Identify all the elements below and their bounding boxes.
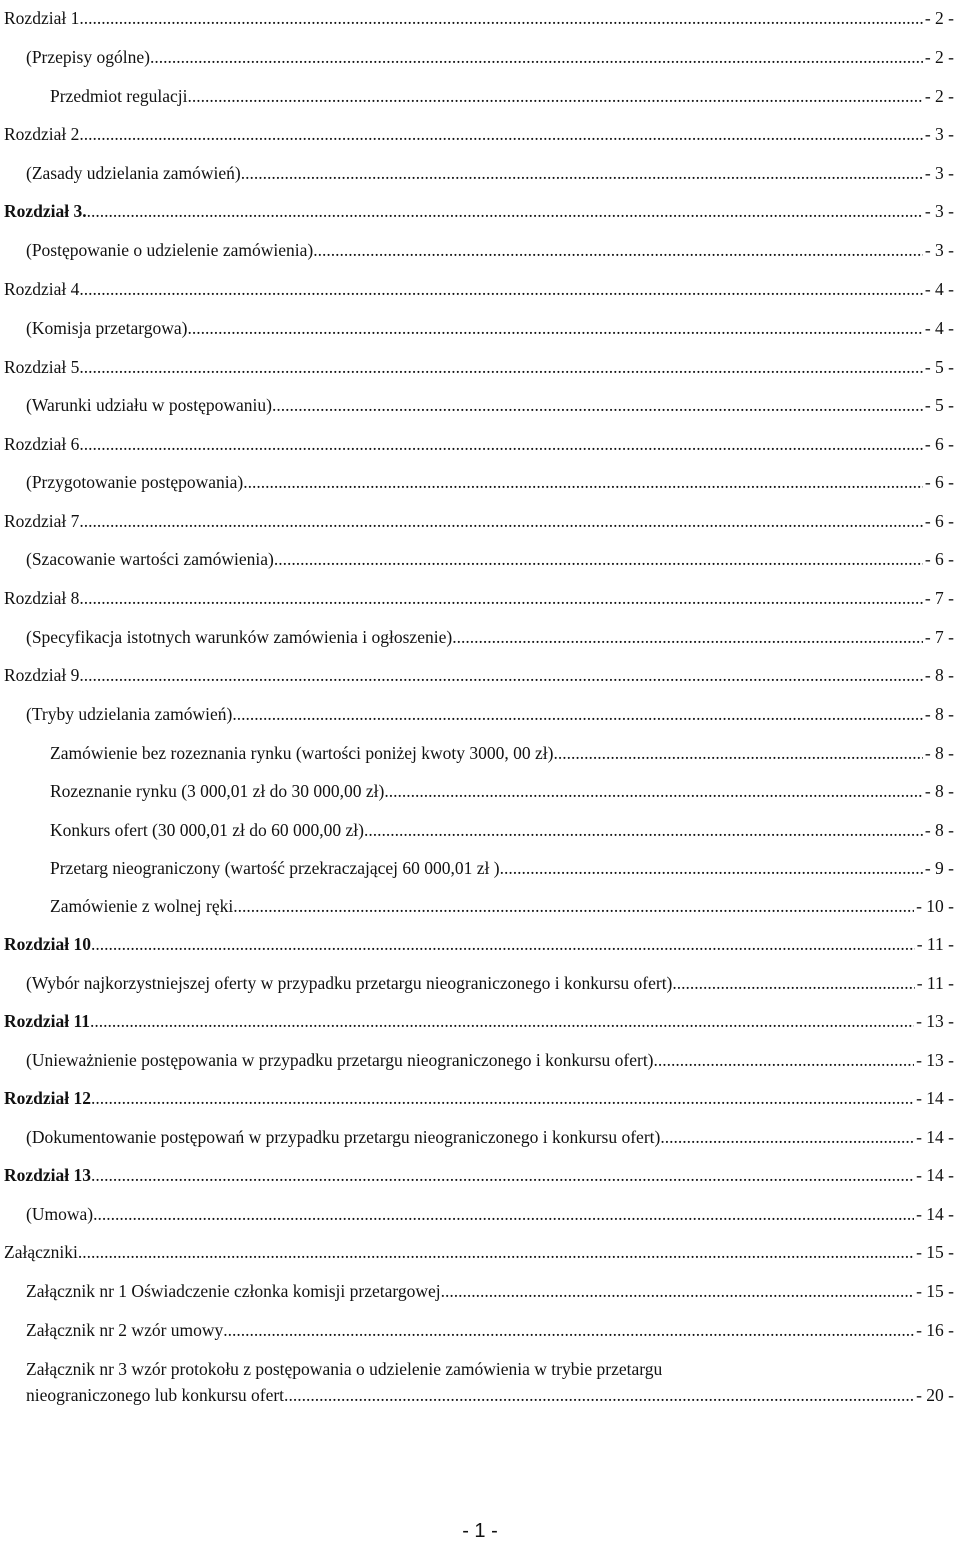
dot-leader (452, 625, 923, 649)
toc-entry-label: Załącznik nr 2 wzór umowy (26, 1320, 224, 1340)
toc-entry[interactable] (0, 1202, 960, 1226)
toc-entry[interactable] (0, 1086, 960, 1110)
toc-entry-label: Rozdział 12 (4, 1088, 92, 1108)
toc-entry-label: Rozdział 10 (4, 934, 92, 954)
toc-entry-label: Rozdział 13 (4, 1165, 92, 1185)
toc-entry[interactable] (0, 6, 960, 30)
toc-entry[interactable] (0, 547, 960, 571)
dot-leader (188, 316, 923, 340)
toc-entry-page: - 11 - (916, 973, 954, 993)
toc-entry-page: - 3 - (924, 163, 954, 183)
toc-entry-page: - 9 - (924, 858, 954, 878)
toc-entry-page: - 13 - (916, 1050, 954, 1070)
toc-entry-label: Załączniki (4, 1242, 78, 1262)
toc-entry[interactable] (0, 277, 960, 301)
toc-entry-page: - 2 - (924, 47, 954, 67)
toc-entry-label: Załącznik nr 3 wzór protokołu z postępowania o udzielenie zamówienia w trybie przetargu (26, 1359, 663, 1379)
toc-entry-page: - 3 - (924, 240, 954, 260)
dot-leader (660, 1125, 914, 1149)
dot-leader (241, 161, 923, 185)
toc-entry-page: - 14 - (916, 1088, 954, 1108)
dot-leader (313, 238, 923, 262)
toc-entry-page: - 14 - (916, 1204, 954, 1224)
dot-leader (84, 277, 923, 301)
toc-entry-label: (Przygotowanie postępowania) (26, 472, 244, 492)
toc-entry[interactable] (0, 818, 960, 842)
toc-entry-page: - 14 - (916, 1165, 954, 1185)
toc-entry[interactable] (0, 238, 960, 262)
toc-entry[interactable] (0, 199, 960, 223)
toc-entry[interactable] (0, 1048, 960, 1072)
toc-entry-label: Rozdział 4. (4, 279, 84, 299)
toc-entry-label: Zamówienie z wolnej ręki (50, 896, 234, 916)
toc-entry-page: - 10 - (916, 896, 954, 916)
toc-entry-label: (Umowa) (26, 1204, 94, 1224)
toc-entry-label: Rozdział 1 (4, 8, 80, 28)
toc-entry[interactable] (0, 741, 960, 765)
toc-entry-label: Rozdział 8. (4, 588, 84, 608)
toc-entry-label: (Warunki udziału w postępowaniu) (26, 395, 272, 415)
toc-entry-page: - 7 - (924, 588, 954, 608)
dot-leader (84, 663, 923, 687)
toc-entry[interactable] (0, 1009, 960, 1033)
toc-entry[interactable] (0, 625, 960, 649)
toc-entry[interactable] (0, 1240, 960, 1264)
dot-leader (384, 779, 922, 803)
toc-entry-label: (Przepisy ogólne) (26, 47, 150, 67)
dot-leader (672, 971, 914, 995)
toc-entry-page: - 3 - (924, 201, 954, 221)
toc-entry-label: (Szacowanie wartości zamówienia) (26, 549, 274, 569)
page-number: - 1 - (462, 1520, 498, 1542)
toc-entry-label: Rozdział 7. (4, 511, 84, 531)
dot-leader (91, 1163, 914, 1187)
toc-entry-page: - 15 - (916, 1281, 954, 1301)
toc-entry[interactable] (0, 779, 960, 803)
toc-entry[interactable] (0, 1318, 960, 1342)
dot-leader (79, 122, 923, 146)
toc-entry[interactable] (0, 663, 960, 687)
toc-entry[interactable] (0, 586, 960, 610)
toc-entry-label: Załącznik nr 1 Oświadczenie członka komisji przetargowej (26, 1281, 441, 1301)
toc-entry[interactable] (0, 122, 960, 146)
toc-entry-label: Rozdział 2 (4, 124, 80, 144)
dot-leader (232, 702, 922, 726)
toc-entry[interactable] (0, 432, 960, 456)
dot-leader (78, 1240, 914, 1264)
toc-entry[interactable] (0, 856, 960, 880)
toc-entry[interactable] (0, 894, 960, 918)
toc-entry[interactable] (0, 1357, 960, 1407)
toc-entry[interactable] (0, 161, 960, 185)
toc-entry-page: - 8 - (924, 781, 954, 801)
toc-entry-page: - 5 - (924, 357, 954, 377)
toc-entry-label: Rozeznanie rynku (3 000,01 zł do 30 000,00 zł) (50, 781, 385, 801)
dot-leader (364, 818, 923, 842)
dot-leader (84, 432, 923, 456)
toc-entry-label: (Tryby udzielania zamówień) (26, 704, 233, 724)
toc-entry-label: Rozdział 3. (4, 201, 87, 221)
toc-entry[interactable] (0, 393, 960, 417)
toc-entry-label: (Specyfikacja istotnych warunków zamówienia i ogłoszenie) (26, 627, 453, 647)
toc-entry-page: - 11 - (916, 934, 954, 954)
toc-entry[interactable] (0, 702, 960, 726)
toc-entry-label: Rozdział 5. (4, 357, 84, 377)
toc-entry-page: - 15 - (916, 1242, 954, 1262)
dot-leader (91, 932, 915, 956)
toc-entry-page: - 6 - (924, 511, 954, 531)
toc-entry-page: - 20 - (916, 1385, 954, 1405)
toc-entry-page: - 5 - (924, 395, 954, 415)
dot-leader (91, 1086, 914, 1110)
toc-entry-page: - 6 - (924, 434, 954, 454)
toc-entry-page: - 6 - (924, 472, 954, 492)
toc-entry-page: - 3 - (924, 124, 954, 144)
toc-entry[interactable] (0, 1163, 960, 1187)
toc-entry[interactable] (0, 84, 960, 108)
toc-entry-page: - 8 - (924, 665, 954, 685)
dot-leader (93, 1202, 914, 1226)
toc-entry-page: - 4 - (924, 279, 954, 299)
toc-entry-label: (Komisja przetargowa) (26, 318, 188, 338)
dot-leader (288, 1383, 914, 1407)
toc-entry-page: - 8 - (924, 743, 954, 763)
dot-leader (654, 1048, 915, 1072)
dot-leader (272, 393, 923, 417)
dot-leader (84, 355, 923, 379)
toc-entry-page: - 7 - (924, 627, 954, 647)
toc-entry-label: Rozdział 9. (4, 665, 84, 685)
toc-entry[interactable] (0, 316, 960, 340)
toc-entry[interactable] (0, 1279, 960, 1303)
toc-entry-label: (Unieważnienie postępowania w przypadku przetargu nieograniczonego i konkursu ofert) (26, 1050, 654, 1070)
toc-entry[interactable] (0, 1125, 960, 1149)
toc-entry-label: Konkurs ofert (30 000,01 zł do 60 000,00 zł) (50, 820, 364, 840)
toc-entry-label-continued: nieograniczonego lub konkursu ofert. (26, 1385, 289, 1405)
toc-entry-label: (Dokumentowanie postępowań w przypadku przetargu nieograniczonego i konkursu ofert) (26, 1127, 661, 1147)
toc-entry-label: Rozdział 6. (4, 434, 84, 454)
toc-entry-page: - 4 - (924, 318, 954, 338)
toc-entry-page: - 2 - (924, 86, 954, 106)
toc-entry-page: - 16 - (916, 1320, 954, 1340)
dot-leader (90, 1009, 914, 1033)
toc-entry-label: (Wybór najkorzystniejszej oferty w przypadku przetargu nieograniczonego i konkursu ofert) (26, 973, 673, 993)
dot-leader (84, 586, 923, 610)
toc-entry-page: - 8 - (924, 820, 954, 840)
toc-entry[interactable] (0, 932, 960, 956)
toc-entry-page: - 8 - (924, 704, 954, 724)
toc-entry-page: - 13 - (916, 1011, 954, 1031)
toc-entry-label: Zamówienie bez rozeznania rynku (wartości poniżej kwoty 3000, 00 zł) (50, 743, 554, 763)
dot-leader (223, 1318, 914, 1342)
toc-entry[interactable] (0, 470, 960, 494)
dot-leader (192, 84, 923, 108)
toc-entry-page: - 6 - (924, 549, 954, 569)
dot-leader (441, 1279, 914, 1303)
dot-leader (150, 45, 923, 69)
toc-entry-label: (Zasady udzielania zamówień) (26, 163, 241, 183)
dot-leader (233, 894, 914, 918)
toc-entry-label: Rozdział 11 (4, 1011, 91, 1031)
toc-entry[interactable] (0, 45, 960, 69)
dot-leader (553, 741, 922, 765)
dot-leader (274, 547, 923, 571)
toc-entry-page: - 14 - (916, 1127, 954, 1147)
toc-entry-label: Przedmiot regulacji. (50, 86, 192, 106)
toc-entry[interactable] (0, 355, 960, 379)
toc-entry-page: - 2 - (924, 8, 954, 28)
toc-entry-label: (Postępowanie o udzielenie zamówienia) (26, 240, 314, 260)
dot-leader (84, 509, 923, 533)
dot-leader (243, 470, 923, 494)
dot-leader (500, 856, 923, 880)
dot-leader (79, 6, 923, 30)
toc-entry-label: Przetarg nieograniczony (wartość przekraczającej 60 000,01 zł ) (50, 858, 500, 878)
toc-entry[interactable] (0, 509, 960, 533)
dot-leader (87, 199, 923, 223)
toc-entry[interactable] (0, 971, 960, 995)
